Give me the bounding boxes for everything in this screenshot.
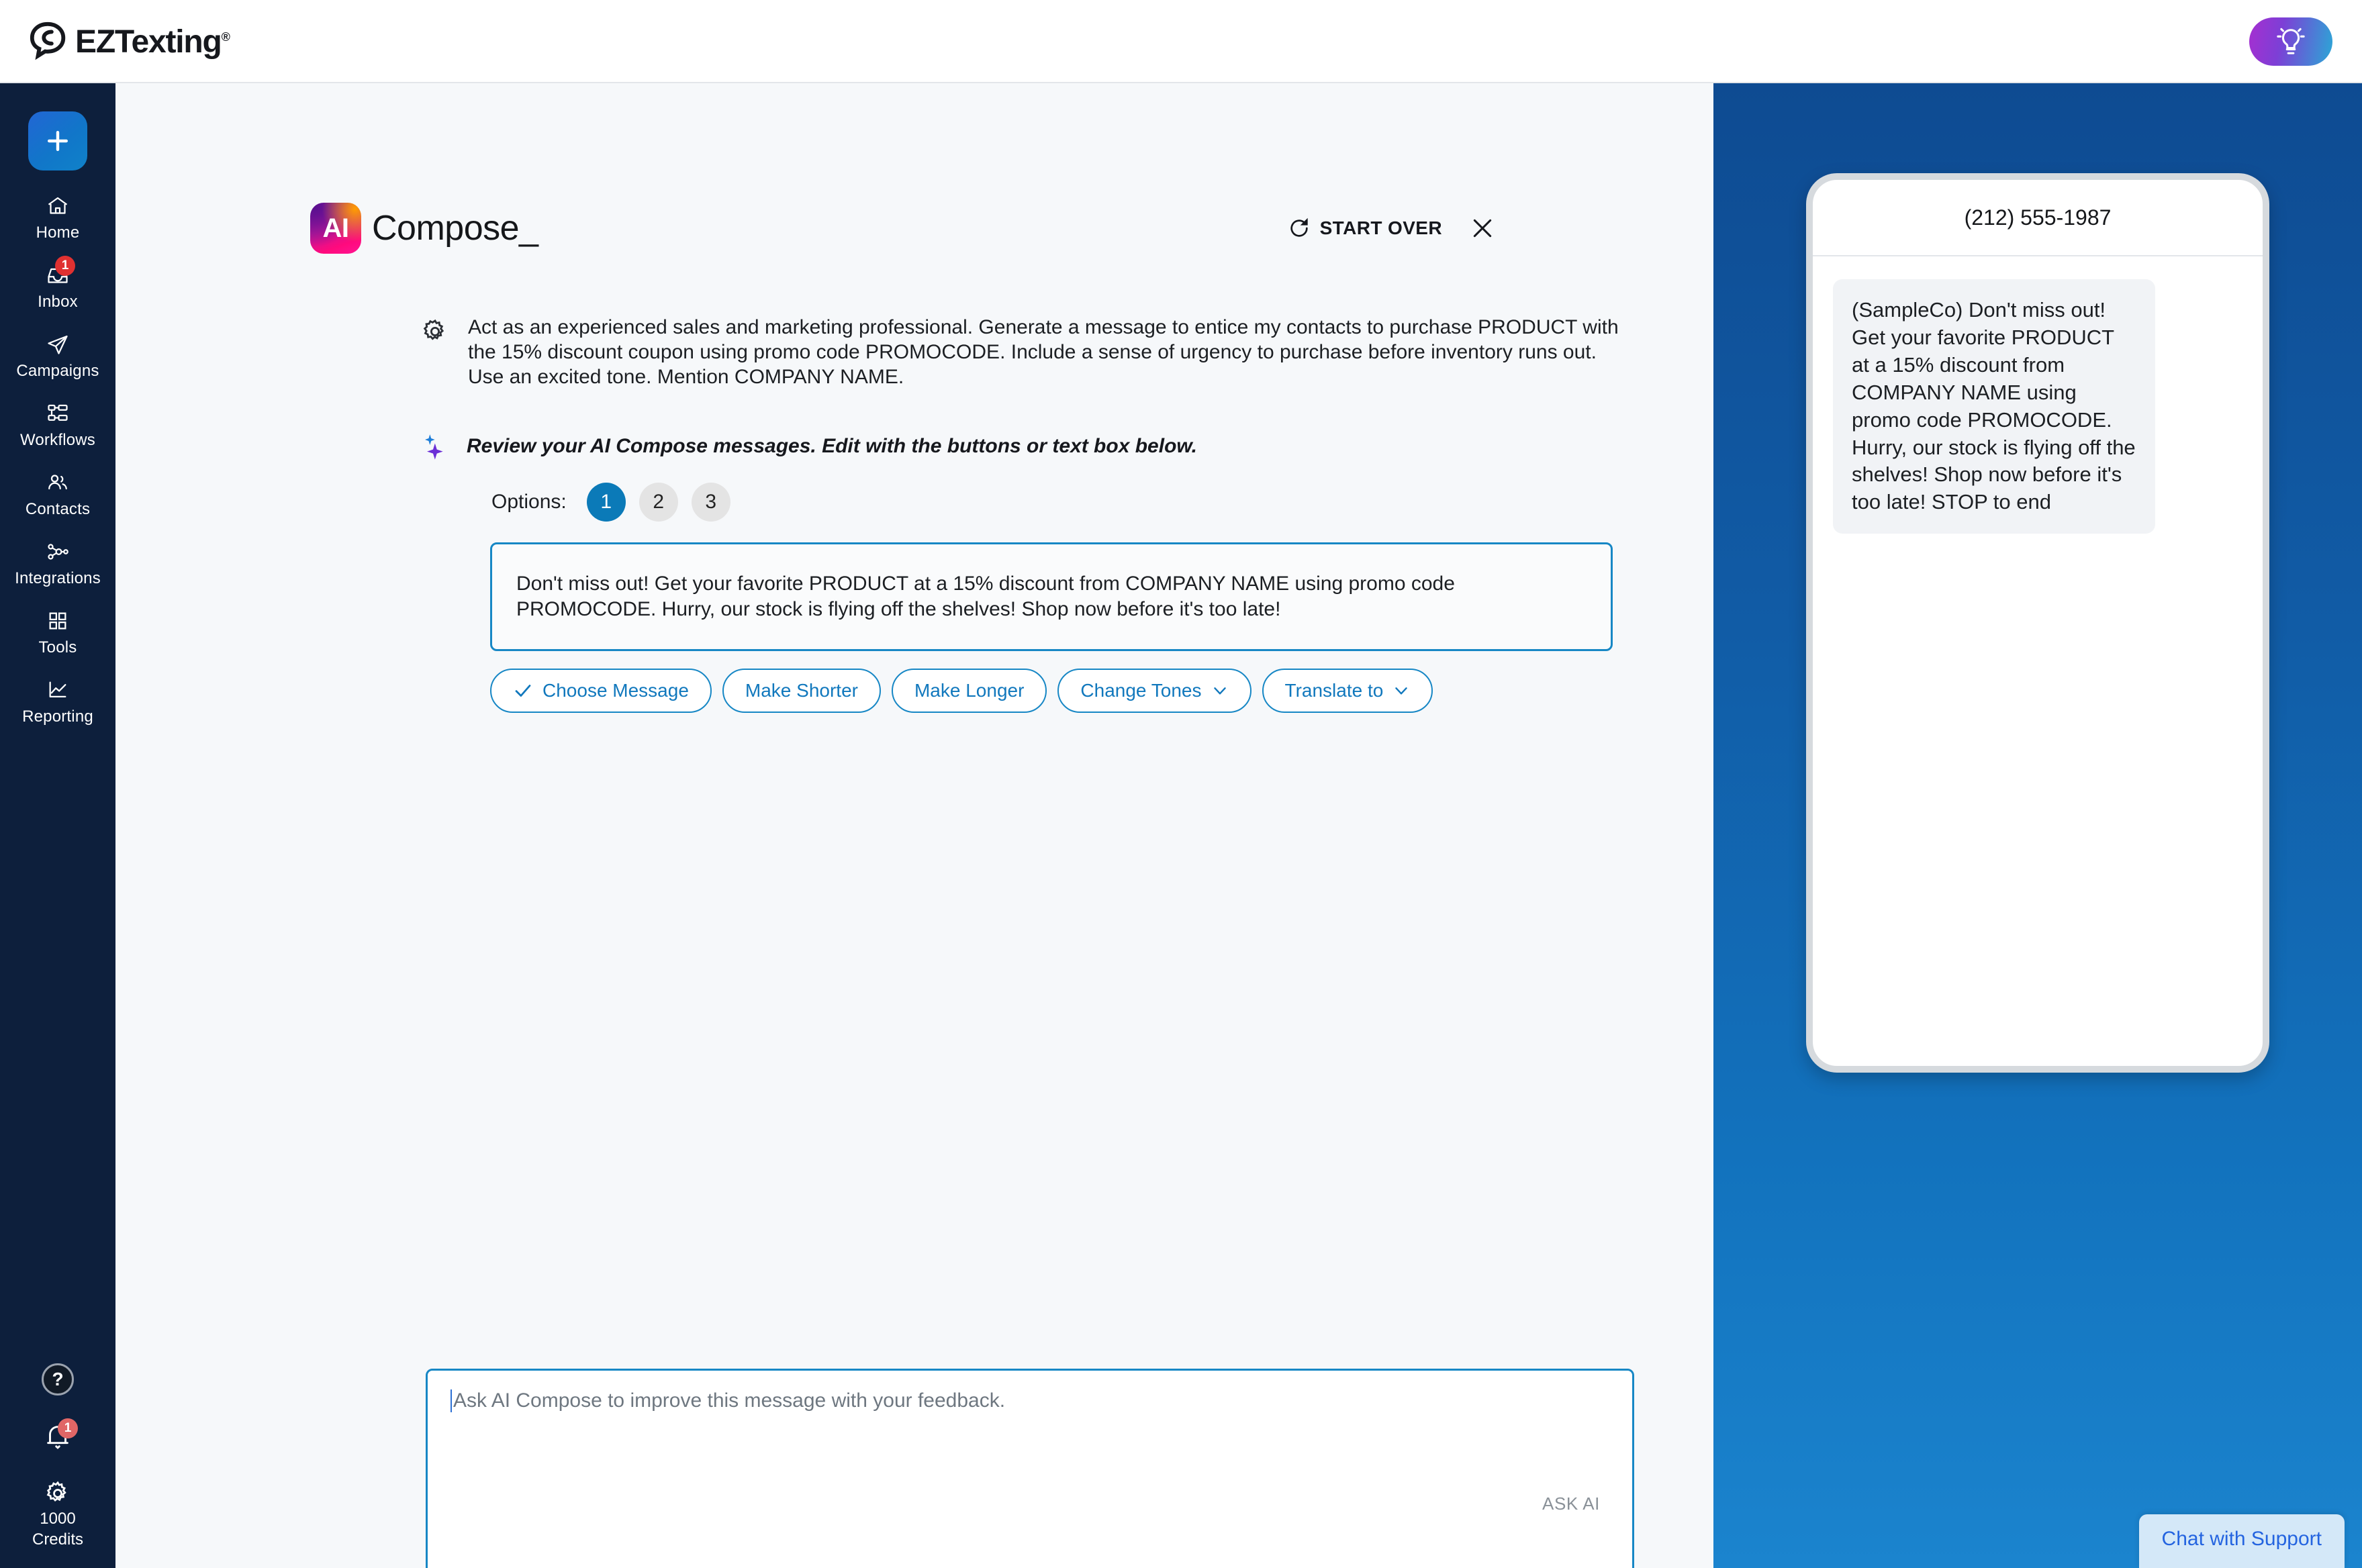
ez-logo-icon: [28, 20, 70, 62]
home-icon: [42, 192, 74, 220]
chevron-down-icon: [1392, 682, 1410, 699]
sidebar-item-campaigns[interactable]: [0, 321, 115, 390]
grid-icon: [42, 607, 74, 635]
make-longer-button[interactable]: [892, 669, 1047, 713]
brand-name: [75, 23, 230, 60]
prompt-row: [421, 315, 1623, 390]
generated-message-text: Don't miss out! Get your favorite PRODUCT at a 15% discount from COMPANY NAME using promo code PROMOCODE. Hurry, our stock is flying off the shelves! Shop now before it's too late!: [516, 572, 1455, 620]
sidebar-label-contacts: Contacts: [25, 500, 91, 518]
change-tones-label: Change Tones: [1080, 680, 1202, 701]
chevron-down-icon: [1211, 682, 1229, 699]
sidebar-label-reporting: Reporting: [22, 707, 93, 726]
ai-badge-text: AI: [322, 213, 349, 243]
option-2-button[interactable]: 2: [639, 483, 678, 522]
phone-number: (212) 555-1987: [1964, 205, 2112, 230]
review-row: [421, 432, 1428, 468]
start-over-label: START OVER: [1319, 217, 1442, 238]
sidebar-label-tools: Tools: [38, 638, 77, 656]
sidebar-item-inbox[interactable]: [0, 252, 115, 321]
message-action-buttons: [490, 669, 1433, 713]
inbox-badge: 1: [55, 256, 75, 276]
make-shorter-label: Make Shorter: [745, 680, 858, 701]
translate-to-button[interactable]: [1262, 669, 1433, 713]
sidebar-item-tools[interactable]: [0, 597, 115, 667]
sidebar-footer: [0, 1363, 115, 1549]
gear-icon: [421, 315, 449, 390]
sidebar-label-campaigns: Campaigns: [16, 362, 99, 380]
brand-name-text: EZTexting: [75, 23, 222, 60]
message-preview-panel: [1713, 83, 2362, 1568]
sidebar-item-home[interactable]: [0, 183, 115, 252]
sidebar-label-integrations: Integrations: [15, 569, 101, 587]
sparkle-icon: [421, 432, 448, 468]
phone-conversation: [1813, 256, 2263, 534]
workflow-icon: [42, 399, 74, 428]
top-bar: [0, 0, 2362, 83]
brand-logo[interactable]: [28, 20, 230, 62]
message-bubble: (SampleCo) Don't miss out! Get your favorite PRODUCT at a 15% discount from COMPANY NAME using promo code PROMOCODE. Hurry, our stock is flying off the shelves! Shop now before it's too late! STOP to end: [1833, 279, 2155, 534]
close-icon: [1469, 215, 1496, 242]
chart-line-icon: [42, 676, 74, 704]
ask-ai-button[interactable]: ASK AI: [1542, 1493, 1600, 1514]
inbox-icon: [42, 258, 74, 289]
sidebar-label-workflows: Workflows: [19, 431, 96, 449]
help-button[interactable]: [42, 1363, 74, 1395]
sidebar-label-inbox: Inbox: [38, 293, 78, 311]
sidebar-nav: [0, 183, 115, 736]
change-tones-button[interactable]: [1057, 669, 1251, 713]
credits-label: Credits: [32, 1530, 84, 1549]
credits-amount: 1000: [40, 1510, 76, 1528]
lightbulb-icon: [2275, 26, 2306, 57]
sidebar-item-contacts[interactable]: [0, 459, 115, 528]
plus-icon: [43, 126, 73, 156]
feedback-input[interactable]: [426, 1369, 1634, 1568]
choose-message-button[interactable]: [490, 669, 712, 713]
make-longer-label: Make Longer: [914, 680, 1025, 701]
sidebar-item-workflows[interactable]: [0, 390, 115, 459]
chat-with-support-button[interactable]: Chat with Support: [2139, 1514, 2345, 1568]
options-row: [491, 483, 730, 522]
add-new-button[interactable]: [28, 111, 87, 170]
header-actions: [1288, 212, 1499, 244]
sidebar: [0, 83, 115, 1568]
refresh-icon: [1288, 217, 1311, 240]
start-over-button[interactable]: [1288, 217, 1442, 240]
sidebar-item-integrations[interactable]: [0, 528, 115, 597]
paper-plane-icon: [42, 330, 74, 358]
prompt-text: Act as an experienced sales and marketing professional. Generate a message to entice my contacts to purchase PRODUCT with the 15% discount coupon using promo code PROMOCODE. Include a sense of urgency to purchase before inventory runs out. Use an excited tone. Mention COMPANY NAME.: [468, 316, 1619, 389]
feedback-placeholder: Ask AI Compose to improve this message with your feedback.: [451, 1389, 1609, 1412]
ai-badge-icon: [310, 203, 361, 254]
sidebar-label-home: Home: [36, 224, 80, 242]
phone-header: [1813, 180, 2263, 256]
credits-settings-button[interactable]: [32, 1479, 83, 1549]
option-3-button[interactable]: 3: [692, 483, 730, 522]
notifications-button[interactable]: [40, 1420, 75, 1455]
option-1-button[interactable]: 1: [587, 483, 626, 522]
integrations-icon: [42, 538, 74, 566]
tips-lightbulb-button[interactable]: [2249, 17, 2332, 66]
compose-header: [310, 203, 1499, 254]
question-mark-icon: ?: [52, 1369, 64, 1390]
main-content: [115, 83, 1713, 1568]
check-icon: [513, 681, 533, 701]
notifications-badge: 1: [58, 1418, 78, 1438]
contacts-icon: [42, 469, 74, 497]
choose-message-label: Choose Message: [542, 680, 689, 701]
gear-icon: [43, 1479, 73, 1508]
page-title: Compose_: [372, 209, 538, 248]
phone-mockup: [1806, 173, 2269, 1073]
options-label: Options:: [491, 491, 567, 513]
review-text: Review your AI Compose messages. Edit with the buttons or text box below.: [467, 435, 1197, 457]
make-shorter-button[interactable]: [722, 669, 881, 713]
translate-to-label: Translate to: [1284, 680, 1384, 701]
generated-message-box[interactable]: [490, 542, 1613, 651]
close-button[interactable]: [1466, 212, 1499, 244]
sidebar-item-reporting[interactable]: [0, 667, 115, 736]
registered-mark: ®: [221, 30, 230, 44]
